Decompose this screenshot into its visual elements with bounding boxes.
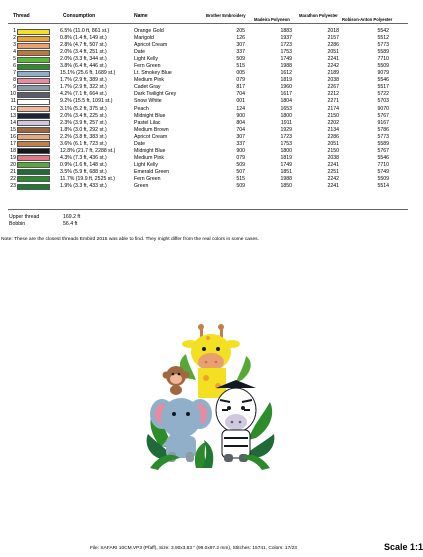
row-number: 17 xyxy=(10,140,16,147)
robison-code-cell: 9167 xyxy=(377,119,389,126)
madeira-code-cell: 1911 xyxy=(280,119,292,126)
color-swatch xyxy=(17,57,50,63)
robison-code-cell: 7710 xyxy=(377,56,389,63)
marathon-code-cell: 2242 xyxy=(327,63,339,70)
madeira-code-cell: 1753 xyxy=(280,49,292,56)
thread-row xyxy=(8,77,408,84)
color-swatch xyxy=(17,120,50,126)
madeira-code-cell: 1819 xyxy=(280,77,292,84)
thread-row xyxy=(8,70,408,77)
row-number: 21 xyxy=(10,168,16,175)
row-number: 2 xyxy=(13,35,16,42)
color-swatch xyxy=(17,113,50,119)
row-number: 4 xyxy=(13,49,16,56)
row-number: 19 xyxy=(10,154,16,161)
madeira-code-cell: 1850 xyxy=(280,183,292,190)
brother-code-cell: 337 xyxy=(236,140,245,147)
thread-row xyxy=(8,106,408,113)
marathon-code-cell: 2286 xyxy=(327,133,339,140)
madeira-code-cell: 1800 xyxy=(280,147,292,154)
consumption-cell: 2.3% (3.9 ft, 257 st.) xyxy=(60,119,107,126)
robison-code-cell: 5509 xyxy=(377,63,389,70)
madeira-code-cell: 1749 xyxy=(280,161,292,168)
thread-name-cell: Snow White xyxy=(134,98,162,105)
upper-thread-value: 169.2 ft xyxy=(63,214,81,220)
robison-code-cell: 5512 xyxy=(377,35,389,42)
robison-code-cell: 5767 xyxy=(377,112,389,119)
brother-code-cell: 001 xyxy=(236,98,245,105)
thread-name-cell: Date xyxy=(134,49,145,56)
consumption-cell: 4.2% (7.1 ft, 664 st.) xyxy=(60,91,107,98)
row-number: 6 xyxy=(13,63,16,70)
row-number: 22 xyxy=(10,175,16,182)
thread-name-cell: Pastel Lilac xyxy=(134,119,161,126)
header-brother: Brother Embroidery xyxy=(206,13,246,18)
madeira-code-cell: 1883 xyxy=(280,28,292,34)
upper-thread-label: Upper thread xyxy=(9,214,40,220)
consumption-cell: 12.8% (21.7 ft, 2288 st.) xyxy=(60,147,116,154)
thread-row xyxy=(8,127,408,134)
marathon-code-cell: 2271 xyxy=(327,98,339,105)
header-thread: Thread xyxy=(13,13,30,19)
consumption-cell: 15.1% (25.6 ft, 1689 st.) xyxy=(60,70,116,77)
thread-name-cell: Peach xyxy=(134,105,149,112)
consumption-cell: 6.5% (11.0 ft, 861 st.) xyxy=(60,28,110,34)
marathon-code-cell: 2134 xyxy=(327,126,339,133)
consumption-cell: 3.5% (5.9 ft, 688 st.) xyxy=(60,168,107,175)
robison-code-cell: 9079 xyxy=(377,70,389,77)
row-number: 3 xyxy=(13,42,16,49)
consumption-cell: 3.8% (6.4 ft, 446 st.) xyxy=(60,63,107,70)
thread-row xyxy=(8,169,408,176)
brother-code-cell: 509 xyxy=(236,183,245,190)
madeira-code-cell: 1851 xyxy=(280,168,292,175)
color-swatch xyxy=(17,134,50,140)
marathon-code-cell: 2241 xyxy=(327,161,339,168)
row-number: 9 xyxy=(13,84,16,91)
brother-code-cell: 337 xyxy=(236,49,245,56)
robison-code-cell: 9070 xyxy=(377,105,389,112)
consumption-cell: 4.3% (7.3 ft, 436 st.) xyxy=(60,154,107,161)
color-swatch xyxy=(17,141,50,147)
row-number: 20 xyxy=(10,161,16,168)
header-madeira: Madeira Polyneon xyxy=(254,17,290,22)
thread-row xyxy=(8,49,408,56)
brother-code-cell: 804 xyxy=(236,119,245,126)
thread-name-cell: Green xyxy=(134,183,149,190)
thread-name-cell: Medium Brown xyxy=(134,126,169,133)
thread-name-cell: Cadet Gray xyxy=(134,84,161,91)
marathon-code-cell: 2189 xyxy=(327,70,339,77)
thread-name-cell: Apricot Cream xyxy=(134,133,168,140)
brother-code-cell: 515 xyxy=(236,175,245,182)
brother-code-cell: 817 xyxy=(236,84,245,91)
thread-row xyxy=(8,98,408,105)
thread-name-cell: Fern Green xyxy=(134,175,161,182)
thread-row xyxy=(8,42,408,49)
row-number: 8 xyxy=(13,77,16,84)
consumption-cell: 0.9% (1.6 ft, 148 st.) xyxy=(60,161,107,168)
thread-row xyxy=(8,91,408,98)
madeira-code-cell: 1819 xyxy=(280,154,292,161)
madeira-code-cell: 1988 xyxy=(280,175,292,182)
brother-code-cell: 507 xyxy=(236,168,245,175)
header-robison: Robison-Anton Polyester xyxy=(342,17,393,22)
header-consumption: Consumption xyxy=(63,13,96,19)
color-swatch xyxy=(17,148,50,154)
color-note: Note: These are the closest threads Embird 2015 was able to find. They might differ from the real colors in some cases. xyxy=(1,237,259,242)
marathon-code-cell: 2038 xyxy=(327,77,339,84)
consumption-cell: 2.2% (3.8 ft, 383 st.) xyxy=(60,133,107,140)
marathon-code-cell: 2267 xyxy=(327,84,339,91)
robison-code-cell: 5514 xyxy=(377,183,389,190)
marathon-code-cell: 2242 xyxy=(327,175,339,182)
row-number: 23 xyxy=(10,183,16,190)
marathon-code-cell: 2202 xyxy=(327,119,339,126)
thread-row xyxy=(8,141,408,148)
thread-row xyxy=(8,183,408,190)
madeira-code-cell: 1653 xyxy=(280,105,292,112)
robison-code-cell: 5546 xyxy=(377,77,389,84)
marathon-code-cell: 2241 xyxy=(327,56,339,63)
madeira-code-cell: 1723 xyxy=(280,42,292,49)
thread-name-cell: Dark Twilight Grey xyxy=(134,91,177,98)
brother-code-cell: 307 xyxy=(236,42,245,49)
brother-code-cell: 205 xyxy=(236,28,245,34)
robison-code-cell: 5546 xyxy=(377,154,389,161)
color-swatch xyxy=(17,92,50,98)
robison-code-cell: 5773 xyxy=(377,133,389,140)
thread-name-cell: Medium Pink xyxy=(134,154,164,161)
robison-code-cell: 5542 xyxy=(377,28,389,34)
thread-name-cell: Light Kelly xyxy=(134,161,158,168)
robison-code-cell: 5722 xyxy=(377,91,389,98)
color-swatch xyxy=(17,43,50,49)
consumption-cell: 1.9% (3.3 ft, 433 st.) xyxy=(60,183,107,190)
thread-name-cell: Marigold xyxy=(134,35,154,42)
row-number: 12 xyxy=(10,105,16,112)
marathon-code-cell: 2018 xyxy=(327,28,339,34)
color-swatch xyxy=(17,184,50,190)
marathon-code-cell: 2286 xyxy=(327,42,339,49)
robison-code-cell: 5589 xyxy=(377,140,389,147)
robison-code-cell: 5749 xyxy=(377,168,389,175)
color-swatch xyxy=(17,155,50,161)
color-swatch xyxy=(17,29,50,35)
marathon-code-cell: 2174 xyxy=(327,105,339,112)
color-swatch xyxy=(17,169,50,175)
consumption-cell: 0.8% (1.4 ft, 149 st.) xyxy=(60,35,107,42)
row-number: 10 xyxy=(10,91,16,98)
thread-name-cell: Emerald Green xyxy=(134,168,170,175)
thread-row xyxy=(8,155,408,162)
robison-code-cell: 5589 xyxy=(377,49,389,56)
thread-row xyxy=(8,162,408,169)
color-swatch xyxy=(17,50,50,56)
row-number: 18 xyxy=(10,147,16,154)
thread-row xyxy=(8,113,408,120)
color-swatch xyxy=(17,85,50,91)
marathon-code-cell: 2150 xyxy=(327,112,339,119)
row-number: 11 xyxy=(10,98,16,105)
robison-code-cell: 7710 xyxy=(377,161,389,168)
thread-name-cell: Medium Pink xyxy=(134,77,164,84)
madeira-code-cell: 1929 xyxy=(280,126,292,133)
brother-code-cell: 079 xyxy=(236,77,245,84)
thread-row xyxy=(8,28,408,35)
thread-row xyxy=(8,56,408,63)
thread-table xyxy=(8,28,408,190)
madeira-code-cell: 1749 xyxy=(280,56,292,63)
row-number: 1 xyxy=(13,28,16,34)
row-number: 14 xyxy=(10,119,16,126)
thread-row xyxy=(8,134,408,141)
marathon-code-cell: 2051 xyxy=(327,49,339,56)
row-number: 7 xyxy=(13,70,16,77)
brother-code-cell: 509 xyxy=(236,161,245,168)
madeira-code-cell: 1804 xyxy=(280,98,292,105)
row-number: 16 xyxy=(10,133,16,140)
marathon-code-cell: 2150 xyxy=(327,147,339,154)
robison-code-cell: 5786 xyxy=(377,126,389,133)
marathon-code-cell: 2212 xyxy=(327,91,339,98)
thread-row xyxy=(8,120,408,127)
madeira-code-cell: 1988 xyxy=(280,63,292,70)
color-swatch xyxy=(17,71,50,77)
robison-code-cell: 5773 xyxy=(377,42,389,49)
color-swatch xyxy=(17,78,50,84)
color-swatch xyxy=(17,162,50,168)
thread-name-cell: Midnight Blue xyxy=(134,112,166,119)
brother-code-cell: 509 xyxy=(236,56,245,63)
header-marathon: Marathon Polyester xyxy=(299,13,338,18)
thread-row xyxy=(8,84,408,91)
file-info-footer: File: SAFARI 10CM.VP3 (Pfaff), Size: 3.90x3.83 " (99.0x97.2 mm), Stitches: 15741, Colors: 17/23 xyxy=(90,546,297,551)
consumption-cell: 1.8% (3.0 ft, 292 st.) xyxy=(60,126,107,133)
color-swatch xyxy=(17,176,50,182)
thread-name-cell: Fern Green xyxy=(134,63,161,70)
thread-row xyxy=(8,63,408,70)
thread-name-cell: Lt. Smokey Blue xyxy=(134,70,172,77)
brother-code-cell: 307 xyxy=(236,133,245,140)
row-number: 5 xyxy=(13,56,16,63)
brother-code-cell: 900 xyxy=(236,147,245,154)
madeira-code-cell: 1617 xyxy=(280,91,292,98)
thread-row xyxy=(8,148,408,155)
consumption-cell: 2.0% (3.3 ft, 344 st.) xyxy=(60,56,107,63)
color-swatch xyxy=(17,36,50,42)
thread-name-cell: Midnight Blue xyxy=(134,147,166,154)
madeira-code-cell: 1612 xyxy=(280,70,292,77)
brother-code-cell: 515 xyxy=(236,63,245,70)
brother-code-cell: 126 xyxy=(236,35,245,42)
header-name: Name xyxy=(134,13,148,19)
color-swatch xyxy=(17,127,50,133)
consumption-cell: 2.8% (4.7 ft, 507 st.) xyxy=(60,42,107,49)
madeira-code-cell: 1753 xyxy=(280,140,292,147)
marathon-code-cell: 2157 xyxy=(327,35,339,42)
consumption-cell: 1.7% (2.9 ft, 322 st.) xyxy=(60,84,107,91)
consumption-cell: 2.0% (3.4 ft, 225 st.) xyxy=(60,112,107,119)
madeira-code-cell: 1960 xyxy=(280,84,292,91)
brother-code-cell: 704 xyxy=(236,126,245,133)
brother-code-cell: 005 xyxy=(236,70,245,77)
thread-name-cell: Orange Gold xyxy=(134,28,164,34)
brother-code-cell: 704 xyxy=(236,91,245,98)
color-swatch xyxy=(17,64,50,70)
bobbin-value: 56.4 ft xyxy=(63,221,78,227)
bobbin-label: Bobbin xyxy=(9,221,26,227)
consumption-cell: 3.6% (6.1 ft, 723 st.) xyxy=(60,140,107,147)
madeira-code-cell: 1937 xyxy=(280,35,292,42)
robison-code-cell: 5767 xyxy=(377,147,389,154)
thread-name-cell: Date xyxy=(134,140,145,147)
consumption-cell: 1.7% (2.9 ft, 389 st.) xyxy=(60,77,107,84)
madeira-code-cell: 1800 xyxy=(280,112,292,119)
embroidery-preview-image xyxy=(146,318,276,478)
robison-code-cell: 5509 xyxy=(377,175,389,182)
row-number: 13 xyxy=(10,112,16,119)
row-number: 15 xyxy=(10,126,16,133)
thread-name-cell: Apricot Cream xyxy=(134,42,168,49)
robison-code-cell: 5517 xyxy=(377,84,389,91)
brother-code-cell: 079 xyxy=(236,154,245,161)
madeira-code-cell: 1723 xyxy=(280,133,292,140)
marathon-code-cell: 2241 xyxy=(327,183,339,190)
brother-code-cell: 900 xyxy=(236,112,245,119)
marathon-code-cell: 2051 xyxy=(327,140,339,147)
thread-name-cell: Light Kelly xyxy=(134,56,158,63)
table-divider xyxy=(8,209,408,210)
thread-row xyxy=(8,35,408,42)
thread-row xyxy=(8,176,408,183)
consumption-cell: 3.1% (5.2 ft, 375 st.) xyxy=(60,105,107,112)
color-swatch xyxy=(17,106,50,112)
marathon-code-cell: 2251 xyxy=(327,168,339,175)
brother-code-cell: 124 xyxy=(236,105,245,112)
scale-label: Scale 1:1 xyxy=(384,542,423,552)
marathon-code-cell: 2038 xyxy=(327,154,339,161)
consumption-cell: 11.7% (19.9 ft, 2525 st.) xyxy=(60,175,115,182)
robison-code-cell: 5703 xyxy=(377,98,389,105)
color-swatch xyxy=(17,99,50,105)
header-divider xyxy=(8,23,408,24)
consumption-cell: 2.0% (3.4 ft, 251 st.) xyxy=(60,49,107,56)
consumption-cell: 9.2% (15.5 ft, 1091 st.) xyxy=(60,98,113,105)
